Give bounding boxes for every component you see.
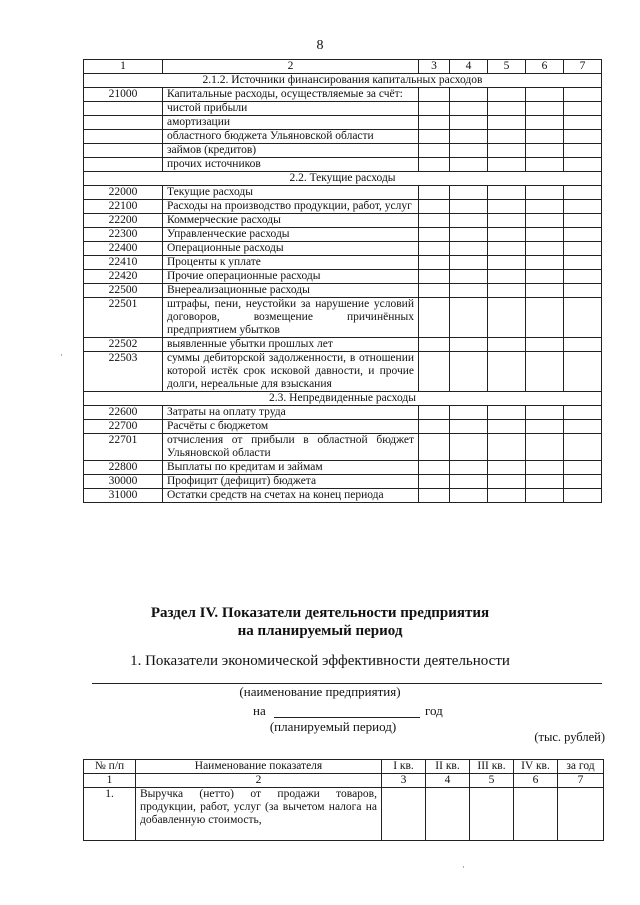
budget-row [84,434,602,461]
budget-value-cell [419,214,450,228]
budget-value-cell [419,116,450,130]
budget-code-cell [84,144,163,158]
budget-header-row [84,60,602,74]
budget-code-cell: 22100 [84,200,163,214]
budget-header-cell: 7 [564,60,602,74]
budget-value-cell [450,102,488,116]
budget-name-cell: Операционные расходы [163,242,419,256]
budget-name-cell: отчисления от прибыли в областной бюджет Ульяновской области [163,434,419,461]
budget-value-cell [450,461,488,475]
budget-value-cell [488,489,526,503]
indicators-header-row-cell: № п/п [84,760,136,774]
budget-value-cell [488,270,526,284]
budget-value-cell [450,228,488,242]
budget-value-cell [526,270,564,284]
budget-value-cell [564,158,602,172]
budget-value-cell [526,116,564,130]
indicators-header-row-cell: II кв. [426,760,470,774]
budget-name-cell: Проценты к уплате [163,256,419,270]
budget-section-title: 2.3. Непредвиденные расходы [84,392,602,406]
budget-value-cell [564,406,602,420]
budget-value-cell [526,88,564,102]
budget-code-cell [84,102,163,116]
budget-value-cell [564,186,602,200]
budget-code-cell: 22000 [84,186,163,200]
budget-value-cell [526,102,564,116]
scan-mark-bottom: · [462,862,465,872]
budget-value-cell [488,298,526,338]
na-word: на [253,703,266,718]
budget-row [84,420,602,434]
indicators-header-row-cell: IV кв. [514,760,558,774]
budget-code-cell: 22500 [84,284,163,298]
budget-header-cell: 4 [450,60,488,74]
budget-value-cell [526,489,564,503]
budget-name-cell: амортизации [163,116,419,130]
budget-header-cell: 6 [526,60,564,74]
budget-value-cell [450,420,488,434]
budget-name-cell: Капитальные расходы, осуществляемые за счёт: [163,88,419,102]
budget-value-cell [450,116,488,130]
budget-value-cell [488,88,526,102]
budget-row [84,158,602,172]
budget-value-cell [419,352,450,392]
budget-name-cell: Остатки средств на счетах на конец периода [163,489,419,503]
budget-name-cell: Расчёты с бюджетом [163,420,419,434]
indicator-value-cell [426,788,470,841]
section-iv-title-line2: на планируемый период [237,623,403,639]
budget-header-cell: 5 [488,60,526,74]
budget-value-cell [488,475,526,489]
indicators-number-row-cell: 4 [426,774,470,788]
indicators-number-row-cell: 5 [470,774,514,788]
budget-value-cell [564,242,602,256]
indicators-number-row-cell: 3 [382,774,426,788]
indicators-header-row-cell: за год [558,760,604,774]
budget-header-cell: 2 [163,60,419,74]
indicator-row [84,788,604,841]
indicator-value-cell [470,788,514,841]
budget-value-cell [419,186,450,200]
budget-name-cell: штрафы, пени, неустойки за нарушение условий договоров, возмещение причинённых предприятием убытков [163,298,419,338]
budget-row [84,116,602,130]
budget-section-row [84,74,602,88]
budget-code-cell: 22502 [84,338,163,352]
company-caption: (наименование предприятия) [239,684,401,699]
budget-value-cell [526,242,564,256]
budget-value-cell [564,102,602,116]
budget-value-cell [564,116,602,130]
budget-value-cell [488,420,526,434]
budget-value-cell [419,489,450,503]
budget-name-cell: прочих источников [163,158,419,172]
budget-value-cell [564,284,602,298]
budget-value-cell [488,284,526,298]
budget-name-cell: Прочие операционные расходы [163,270,419,284]
budget-value-cell [526,214,564,228]
budget-value-cell [419,475,450,489]
budget-value-cell [419,102,450,116]
budget-value-cell [564,200,602,214]
budget-row [84,270,602,284]
budget-name-cell: Выплаты по кредитам и займам [163,461,419,475]
budget-value-cell [526,461,564,475]
indicators-number-row [84,774,604,788]
budget-name-cell: чистой прибыли [163,102,419,116]
page-number: 8 [316,38,324,53]
budget-value-cell [526,144,564,158]
budget-value-cell [488,434,526,461]
budget-name-cell: Коммерческие расходы [163,214,419,228]
budget-value-cell [419,228,450,242]
budget-value-cell [564,461,602,475]
budget-code-cell: 22701 [84,434,163,461]
budget-value-cell [488,186,526,200]
god-word: год [425,703,443,718]
budget-value-cell [564,130,602,144]
budget-section-title: 2.1.2. Источники финансирования капитальных расходов [84,74,602,88]
budget-value-cell [450,475,488,489]
budget-value-cell [419,242,450,256]
budget-row [84,88,602,102]
budget-name-cell: областного бюджета Ульяновской области [163,130,419,144]
budget-value-cell [419,144,450,158]
budget-section-title: 2.2. Текущие расходы [84,172,602,186]
budget-code-cell: 22503 [84,352,163,392]
budget-value-cell [450,256,488,270]
indicators-number-row-cell: 1 [84,774,136,788]
budget-value-cell [564,475,602,489]
budget-value-cell [450,214,488,228]
budget-row [84,242,602,256]
budget-value-cell [488,102,526,116]
budget-value-cell [526,420,564,434]
budget-value-cell [419,420,450,434]
budget-value-cell [450,298,488,338]
budget-value-cell [450,352,488,392]
budget-code-cell: 22400 [84,242,163,256]
budget-value-cell [564,338,602,352]
budget-value-cell [564,489,602,503]
budget-value-cell [450,200,488,214]
budget-value-cell [526,256,564,270]
budget-name-cell: выявленные убытки прошлых лет [163,338,419,352]
scan-mark-left: · [60,350,63,360]
budget-row [84,284,602,298]
budget-code-cell: 31000 [84,489,163,503]
budget-value-cell [526,406,564,420]
indicators-number-row-cell: 2 [136,774,382,788]
budget-row [84,461,602,475]
indicators-header-row-cell: III кв. [470,760,514,774]
budget-value-cell [526,186,564,200]
budget-code-cell: 22600 [84,406,163,420]
budget-code-cell: 22300 [84,228,163,242]
budget-name-cell: суммы дебиторской задолженности, в отношении которой истёк срок исковой давности, и прочие долги, нереальные для взыскания [163,352,419,392]
budget-code-cell [84,116,163,130]
budget-value-cell [488,228,526,242]
budget-value-cell [419,270,450,284]
budget-value-cell [419,130,450,144]
budget-section-row [84,172,602,186]
section-iv-title-line1: Раздел IV. Показатели деятельности предприятия [150,605,490,621]
budget-code-cell [84,130,163,144]
budget-code-cell: 22700 [84,420,163,434]
budget-value-cell [488,352,526,392]
budget-value-cell [488,158,526,172]
budget-value-cell [450,406,488,420]
budget-value-cell [488,116,526,130]
budget-row [84,298,602,338]
budget-value-cell [488,256,526,270]
budget-value-cell [488,214,526,228]
budget-value-cell [419,158,450,172]
budget-row [84,214,602,228]
budget-value-cell [419,88,450,102]
budget-value-cell [564,270,602,284]
budget-row [84,102,602,116]
budget-value-cell [419,200,450,214]
budget-value-cell [419,256,450,270]
budget-row [84,352,602,392]
budget-value-cell [419,406,450,420]
budget-code-cell: 21000 [84,88,163,102]
budget-value-cell [488,130,526,144]
budget-row [84,489,602,503]
budget-row [84,200,602,214]
indicators-table [83,759,604,841]
budget-value-cell [564,420,602,434]
budget-value-cell [526,130,564,144]
budget-section-row [84,392,602,406]
budget-row [84,256,602,270]
budget-row [84,130,602,144]
budget-code-cell: 22501 [84,298,163,338]
budget-value-cell [564,144,602,158]
units-label: (тыс. рублей) [534,730,605,744]
section-iv-subtitle: 1. Показатели экономической эффективности деятельности [130,653,510,669]
budget-name-cell: Профицит (дефицит) бюджета [163,475,419,489]
budget-value-cell [419,284,450,298]
budget-code-cell [84,158,163,172]
budget-value-cell [488,338,526,352]
budget-value-cell [526,338,564,352]
budget-value-cell [488,242,526,256]
budget-value-cell [450,130,488,144]
budget-header-cell: 3 [419,60,450,74]
budget-value-cell [526,298,564,338]
budget-value-cell [450,338,488,352]
budget-value-cell [450,144,488,158]
budget-value-cell [419,461,450,475]
indicators-number-row-cell: 7 [558,774,604,788]
budget-value-cell [419,298,450,338]
indicators-header-row-cell: Наименование показателя [136,760,382,774]
budget-value-cell [526,200,564,214]
indicator-num-cell: 1. [84,788,136,841]
budget-value-cell [488,144,526,158]
budget-name-cell: Управленческие расходы [163,228,419,242]
budget-row [84,144,602,158]
budget-value-cell [526,284,564,298]
budget-value-cell [564,228,602,242]
budget-code-cell: 22420 [84,270,163,284]
budget-row [84,406,602,420]
budget-value-cell [526,158,564,172]
budget-row [84,186,602,200]
budget-value-cell [419,338,450,352]
budget-value-cell [526,434,564,461]
budget-value-cell [526,228,564,242]
budget-expense-table [83,59,602,503]
budget-header-cell: 1 [84,60,163,74]
budget-value-cell [450,186,488,200]
budget-value-cell [564,434,602,461]
budget-value-cell [564,88,602,102]
period-line [274,717,420,718]
indicators-header-row-cell: I кв. [382,760,426,774]
period-caption: (планируемый период) [269,719,397,734]
budget-name-cell: Внереализационные расходы [163,284,419,298]
budget-name-cell: займов (кредитов) [163,144,419,158]
budget-value-cell [450,88,488,102]
budget-value-cell [488,406,526,420]
indicator-value-cell [558,788,604,841]
budget-row [84,228,602,242]
indicator-value-cell [382,788,426,841]
indicator-name-cell: Выручка (нетто) от продажи товаров, продукции, работ, услуг (за вычетом налога на добавленную стоимость, [136,788,382,841]
budget-row [84,338,602,352]
budget-name-cell: Текущие расходы [163,186,419,200]
indicators-header-row [84,760,604,774]
budget-code-cell: 22800 [84,461,163,475]
budget-code-cell: 30000 [84,475,163,489]
budget-row [84,475,602,489]
budget-code-cell: 22410 [84,256,163,270]
budget-value-cell [450,434,488,461]
budget-value-cell [526,475,564,489]
budget-value-cell [488,461,526,475]
budget-value-cell [450,158,488,172]
budget-name-cell: Расходы на производство продукции, работ, услуг [163,200,419,214]
budget-value-cell [450,270,488,284]
budget-name-cell: Затраты на оплату труда [163,406,419,420]
budget-value-cell [419,434,450,461]
budget-value-cell [564,256,602,270]
budget-value-cell [526,352,564,392]
budget-code-cell: 22200 [84,214,163,228]
budget-value-cell [488,200,526,214]
budget-value-cell [450,489,488,503]
indicators-number-row-cell: 6 [514,774,558,788]
budget-value-cell [564,298,602,338]
section-iv-title [0,604,640,640]
budget-value-cell [564,352,602,392]
budget-value-cell [450,242,488,256]
indicator-value-cell [514,788,558,841]
budget-value-cell [564,214,602,228]
budget-value-cell [450,284,488,298]
